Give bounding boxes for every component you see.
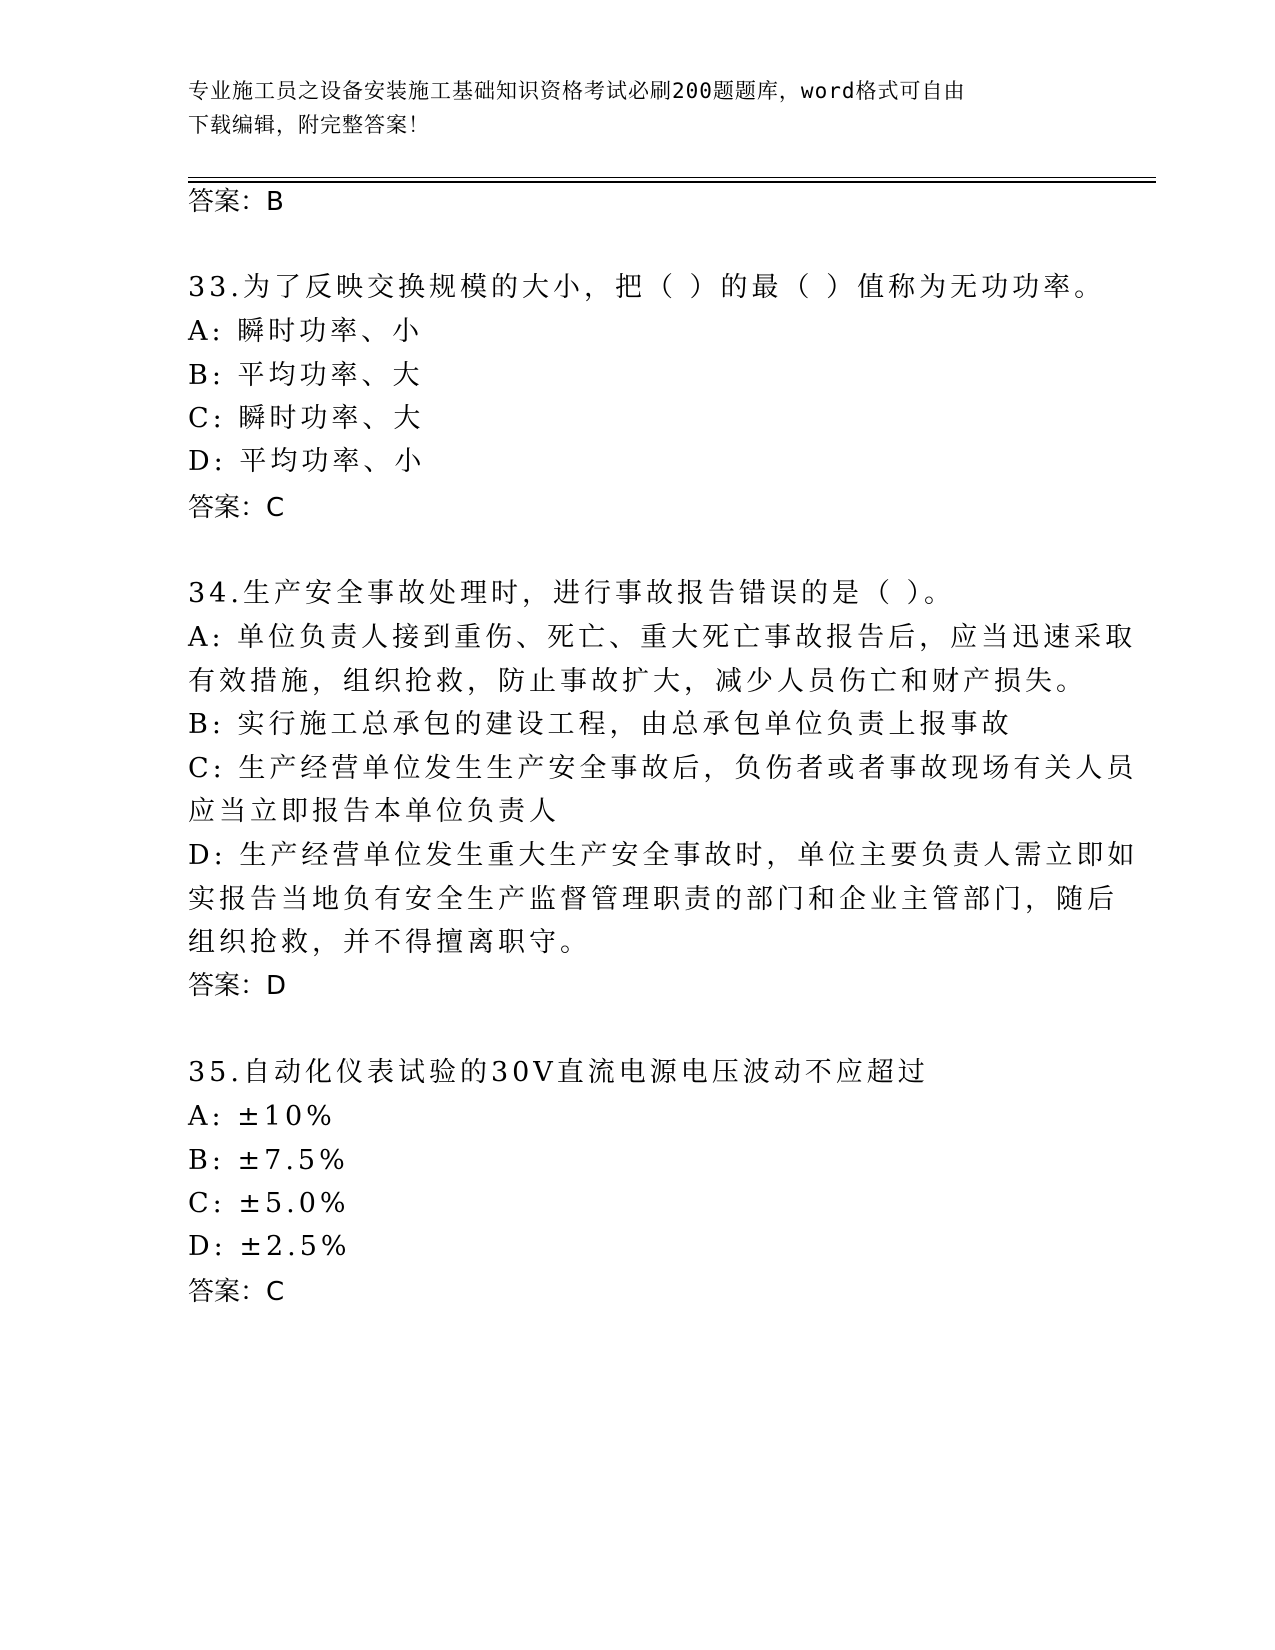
- question-35-answer: 答案：C: [188, 1277, 285, 1307]
- question-33-stem: 33.为了反映交换规模的大小，把（ ）的最（ ）值称为无功功率。: [188, 272, 1106, 303]
- question-34-option-b: B: 实行施工总承包的建设工程，由总承包单位负责上报事故: [188, 709, 1013, 740]
- question-35-option-d: D: ±2.5%: [188, 1231, 351, 1262]
- question-35-option-c: C: ±5.0%: [188, 1188, 350, 1219]
- question-34-option-d-line-1: D: 生产经营单位发生重大生产安全事故时，单位主要负责人需立即如: [188, 840, 1139, 871]
- question-34-stem: 34.生产安全事故处理时，进行事故报告错误的是（ ）。: [188, 578, 956, 609]
- question-34-option-a-line-2: 有效措施，组织抢救，防止事故扩大，减少人员伤亡和财产损失。: [188, 666, 1087, 697]
- question-34-option-d-line-2: 实报告当地负有安全生产监督管理职责的部门和企业主管部门，随后: [188, 884, 1118, 915]
- header-line-1: 专业施工员之设备安装施工基础知识资格考试必刷200题题库，word格式可自由: [188, 79, 966, 103]
- question-35-stem: 35.自动化仪表试验的30V直流电源电压波动不应超过: [188, 1057, 929, 1088]
- question-34-option-a-line-1: A: 单位负责人接到重伤、死亡、重大死亡事故报告后，应当迅速采取: [188, 622, 1137, 653]
- question-33-option-a: A: 瞬时功率、小: [188, 316, 424, 347]
- header-divider-thick: [188, 181, 1156, 183]
- document-header: [188, 74, 1088, 142]
- question-33-option-d: D: 平均功率、小: [188, 446, 426, 477]
- question-35-option-a: A: ±10%: [188, 1101, 336, 1132]
- header-line-2: 下载编辑，附完整答案！: [188, 113, 430, 137]
- question-34-option-d-line-3: 组织抢救，并不得擅离职守。: [188, 927, 591, 958]
- question-33-answer: 答案：C: [188, 493, 285, 523]
- question-34-option-c-line-1: C: 生产经营单位发生生产安全事故后，负伤者或者事故现场有关人员: [188, 753, 1138, 784]
- question-33-option-b: B: 平均功率、大: [188, 360, 424, 391]
- header-divider-thin: [188, 177, 1156, 178]
- question-33-option-c: C: 瞬时功率、大: [188, 403, 425, 434]
- question-34-answer: 答案：D: [188, 971, 287, 1001]
- question-35-option-b: B: ±7.5%: [188, 1145, 349, 1176]
- answer-previous: 答案：B: [188, 187, 284, 217]
- question-34-option-c-line-2: 应当立即报告本单位负责人: [188, 796, 560, 827]
